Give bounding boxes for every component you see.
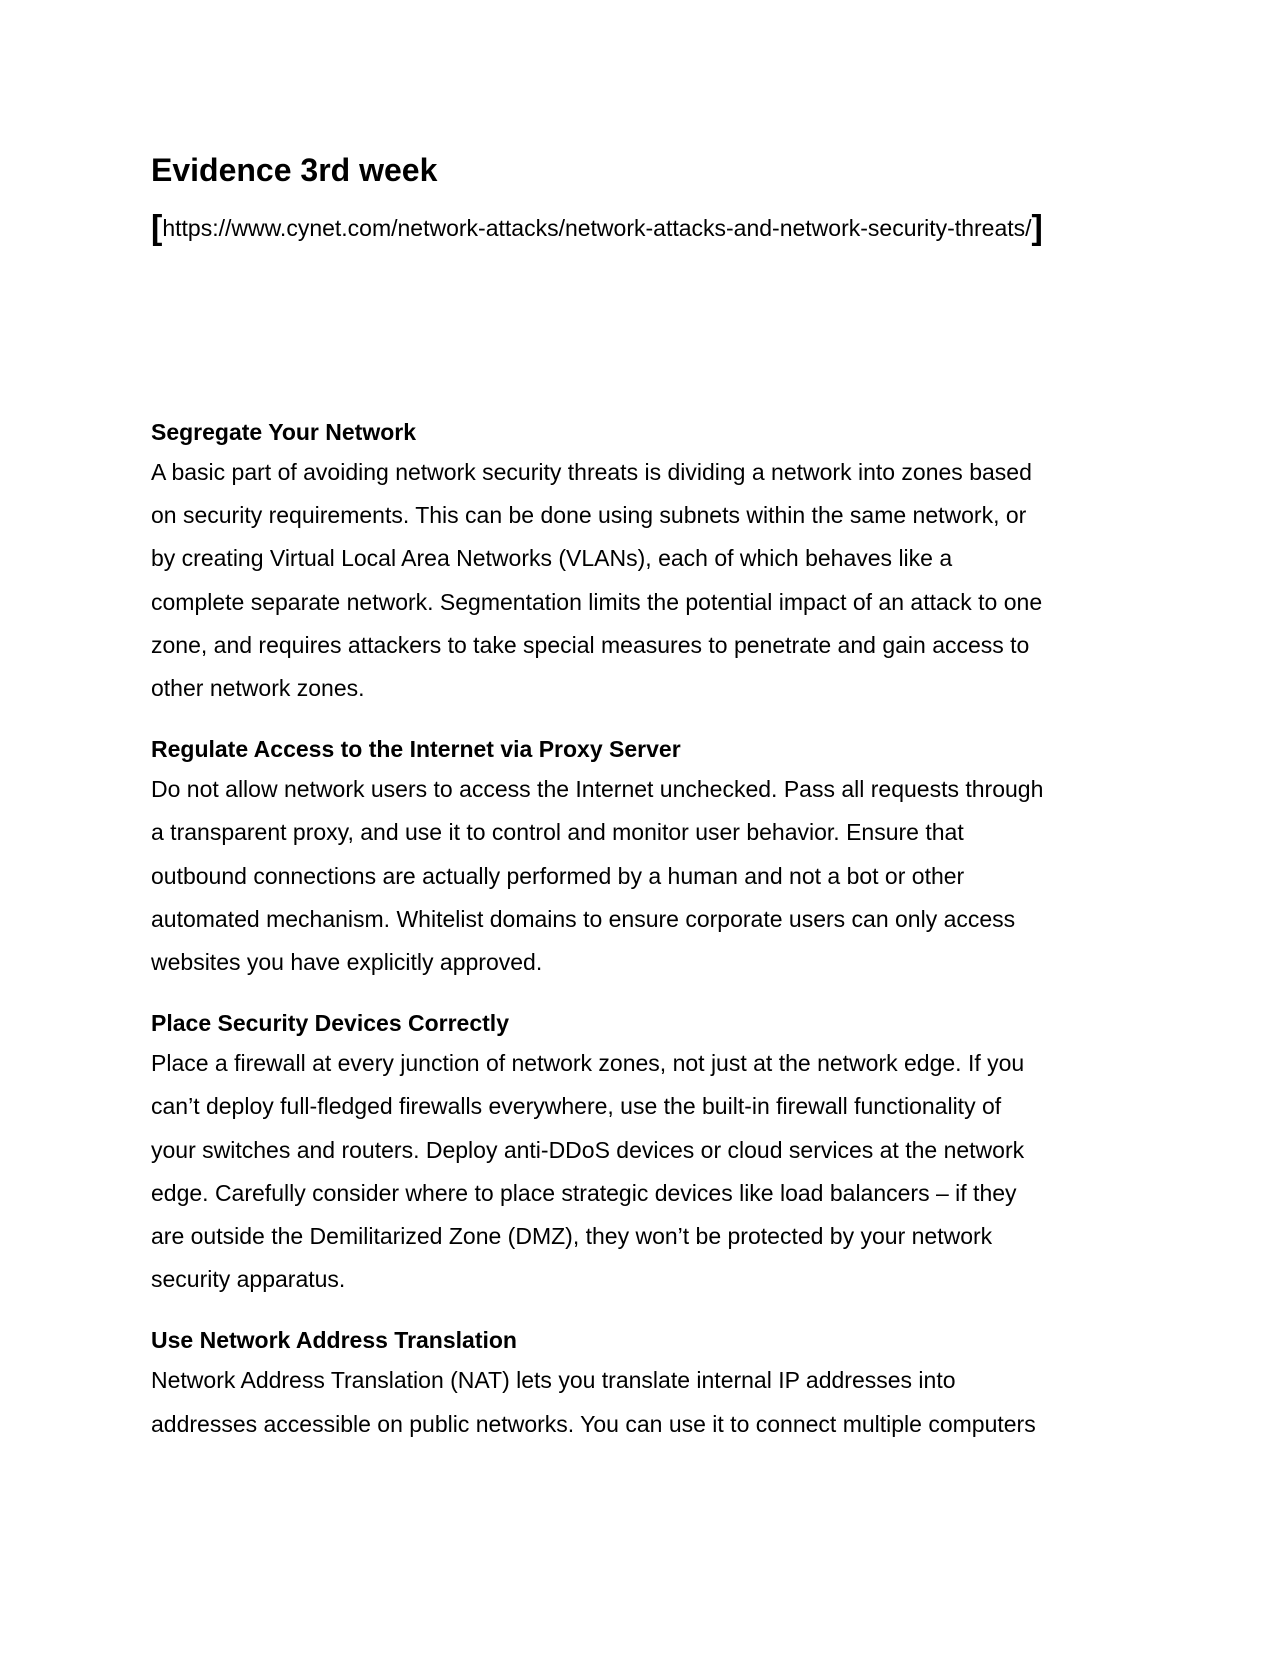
body-line: automated mechanism. Whitelist domains to ensure corporate users can only access	[151, 905, 1016, 932]
body-line: Network Address Translation (NAT) lets you translate internal IP addresses into	[151, 1367, 956, 1394]
section-security-devices	[151, 1009, 1131, 1301]
body-line: your switches and routers. Deploy anti-DDoS devices or cloud services at the network	[151, 1136, 1025, 1163]
section-nat	[151, 1326, 1131, 1445]
section-heading: Segregate Your Network	[151, 419, 417, 445]
body-line: addresses accessible on public networks. You can use it to connect multiple computers	[151, 1410, 1036, 1437]
section-segregate-network	[151, 418, 1131, 710]
page-title: Evidence 3rd week	[151, 152, 438, 188]
source-url: https://www.cynet.com/network-attacks/network-attacks-and-network-security-threats/	[162, 215, 1032, 241]
source-close-bracket: ]	[1031, 209, 1043, 247]
body-line: websites you have explicitly approved.	[151, 949, 543, 976]
body-line: edge. Carefully consider where to place strategic devices like load balancers – if they	[151, 1179, 1017, 1206]
body-line: zone, and requires attackers to take special measures to penetrate and gain access to	[151, 631, 1030, 658]
body-line: are outside the Demilitarized Zone (DMZ), they won’t be protected by your network	[151, 1223, 993, 1250]
section-heading: Regulate Access to the Internet via Proxy Server	[151, 736, 681, 763]
body-line: Do not allow network users to access the Internet unchecked. Pass all requests through	[151, 776, 1044, 803]
blank-space	[151, 248, 1131, 418]
body-line: can’t deploy full-fledged firewalls everywhere, use the built-in firewall functionality of	[151, 1093, 1002, 1120]
source-reference	[151, 208, 1131, 248]
body-line: complete separate network. Segmentation limits the potential impact of an attack to one	[151, 588, 1043, 615]
body-line: A basic part of avoiding network security threats is dividing a network into zones based	[151, 459, 1032, 485]
body-line: on security requirements. This can be done using subnets within the same network, or	[151, 502, 1027, 529]
section-body	[151, 1042, 1131, 1301]
body-line: by creating Virtual Local Area Networks (VLANs), each of which behaves like a	[151, 545, 953, 572]
body-line: Place a firewall at every junction of network zones, not just at the network edge. If you	[151, 1050, 1025, 1077]
section-heading: Use Network Address Translation	[151, 1327, 517, 1354]
section-proxy-server	[151, 735, 1131, 984]
section-body	[151, 768, 1131, 984]
document-content	[151, 146, 1131, 1471]
body-line: security apparatus.	[151, 1266, 346, 1293]
source-open-bracket: [	[151, 209, 163, 247]
section-heading: Place Security Devices Correctly	[151, 1010, 509, 1037]
body-line: a transparent proxy, and use it to control and monitor user behavior. Ensure that	[151, 819, 964, 846]
body-line: other network zones.	[151, 675, 365, 702]
section-body	[151, 451, 1131, 710]
section-body	[151, 1359, 1131, 1445]
body-line: outbound connections are actually performed by a human and not a bot or other	[151, 862, 965, 889]
